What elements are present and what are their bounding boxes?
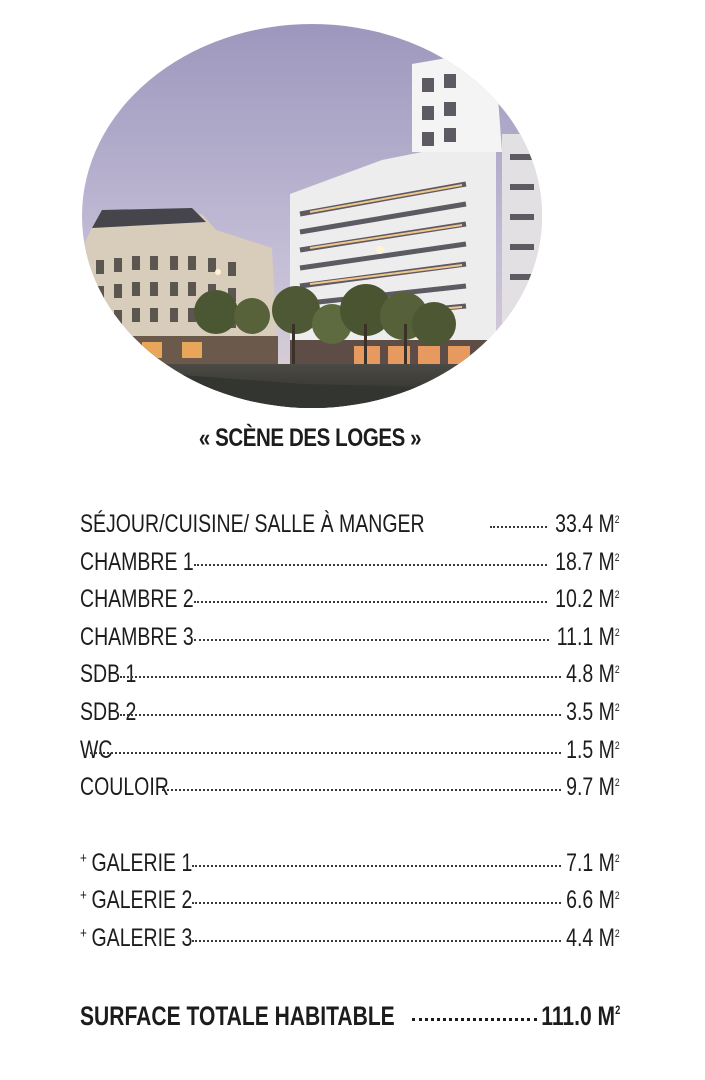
room-row-sdb-1 [80, 656, 620, 694]
room-label: CHAMBRE 2 [80, 585, 194, 614]
gallery-label: + GALERIE 3 [80, 923, 193, 952]
room-row-wc [80, 732, 620, 770]
room-label: SDB 1 [80, 660, 137, 689]
building-illustration [82, 24, 542, 408]
building-photo [82, 24, 542, 408]
gallery-label: + GALERIE 2 [80, 886, 193, 915]
gallery-surface: 7.1 $M^2$ [566, 848, 620, 877]
room-label: SDB 2 [80, 697, 137, 726]
room-row-chambre-1 [80, 544, 620, 582]
room-row-chambre-3 [80, 619, 620, 657]
apartment-title: « SCÈNE DES LOGES » [198, 424, 422, 452]
room-row-sejour [80, 506, 620, 544]
room-label: COULOIR [80, 773, 169, 802]
room-label: SÉJOUR/CUISINE/ SALLE À MANGER [80, 510, 425, 538]
room-label: CHAMBRE 1 [80, 547, 194, 576]
room-surface: 3.5 $M^2$ [566, 697, 620, 726]
room-row-sdb-2 [80, 694, 620, 732]
room-surface: 9.7 $M^2$ [566, 773, 620, 802]
gallery-label: + GALERIE 1 [80, 848, 193, 877]
gallery-row-3 [80, 920, 620, 958]
room-surface: 4.8 $M^2$ [566, 660, 620, 689]
section-spacer [80, 807, 620, 845]
room-row-couloir [80, 769, 620, 807]
room-surface: 33.4 $M^2$ [555, 510, 620, 538]
room-row-chambre-2 [80, 581, 620, 619]
dot-leader [194, 639, 549, 641]
room-label: CHAMBRE 3 [80, 622, 194, 651]
dot-leader [490, 526, 548, 528]
dot-leader [194, 564, 548, 566]
room-surface: 1.5 $M^2$ [566, 735, 620, 764]
dot-leader [120, 676, 561, 678]
dot-leader [192, 902, 561, 904]
room-surface: 10.2 $M^2$ [555, 585, 620, 614]
room-surface: 18.7 $M^2$ [555, 547, 620, 576]
gallery-row-1 [80, 845, 620, 883]
dot-leader [162, 789, 561, 791]
dot-leader [192, 940, 561, 942]
dot-leader [192, 865, 561, 867]
gallery-row-2 [80, 882, 620, 920]
dot-leader [412, 1018, 537, 1021]
dot-leader [90, 752, 562, 754]
gallery-surface: 4.4 $M^2$ [566, 923, 620, 952]
dot-leader [194, 601, 548, 603]
room-label: WC [80, 735, 113, 764]
gallery-surface: 6.6 $M^2$ [566, 886, 620, 915]
total-surface-row [80, 996, 620, 1036]
total-surface: 111.0 $M^2$ [541, 1001, 620, 1031]
room-surface-list [80, 506, 620, 958]
total-label: SURFACE TOTALE HABITABLE [80, 1001, 395, 1031]
room-surface: 11.1 $M^2$ [557, 622, 620, 651]
dot-leader [120, 714, 561, 716]
